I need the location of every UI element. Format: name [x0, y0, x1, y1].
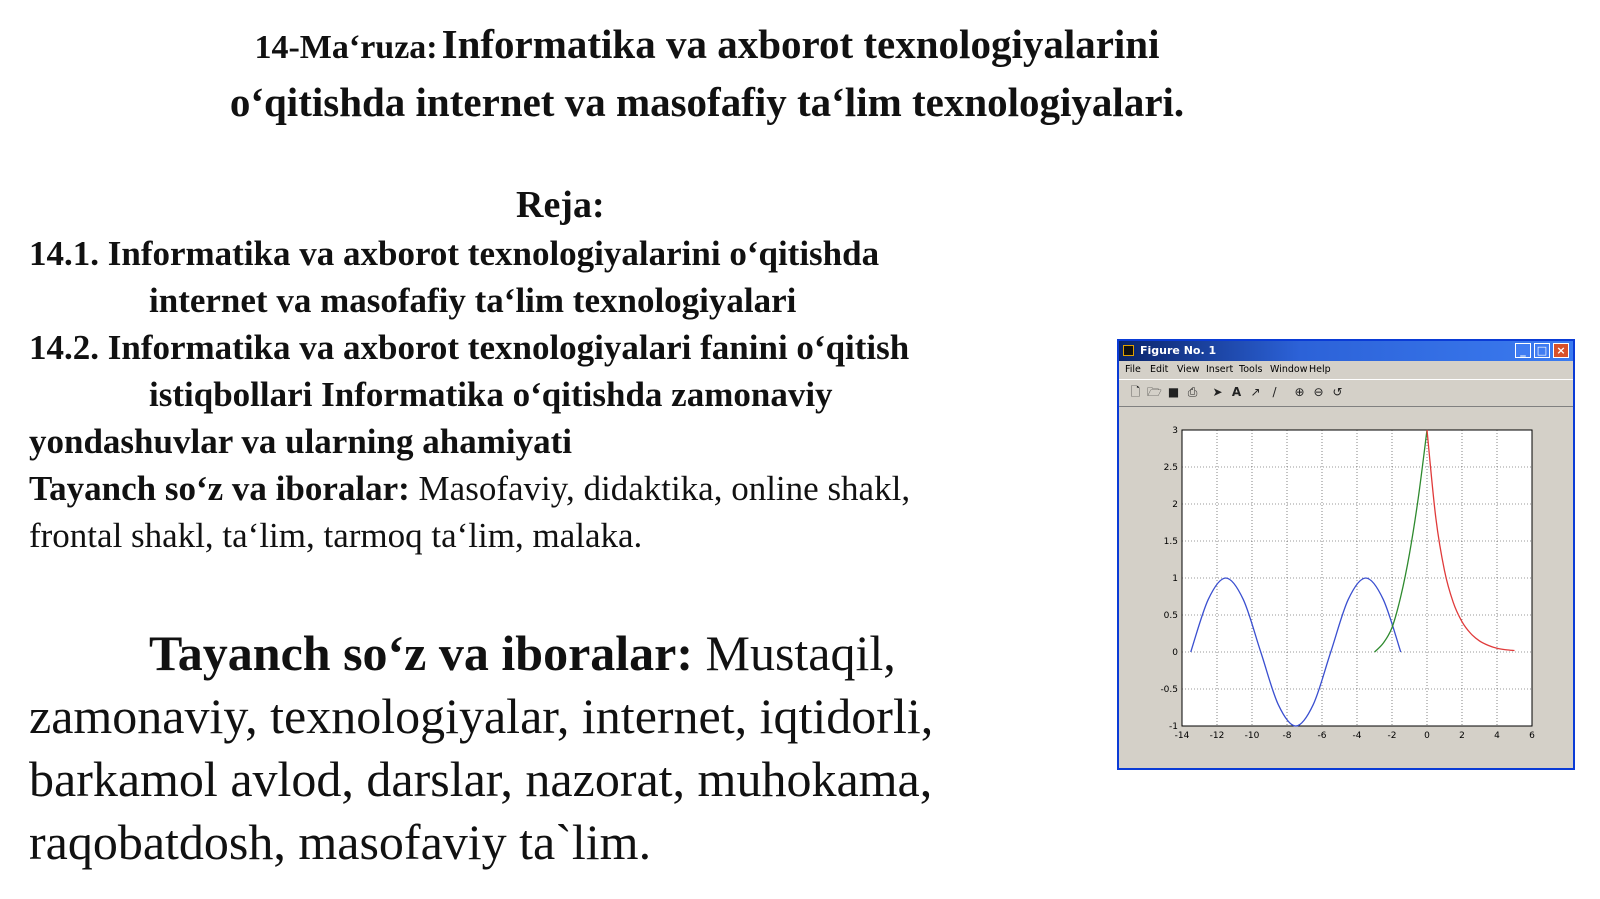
print-icon[interactable]: ⎙	[1187, 385, 1198, 399]
y-tick-label: 2.5	[1163, 463, 1178, 473]
figure-title: Figure No. 1	[1140, 344, 1217, 357]
minimize-button[interactable]: _	[1515, 343, 1531, 358]
title-main-1: Informatika va axborot texnologiyalarini	[441, 21, 1160, 67]
menu-view[interactable]: View	[1177, 364, 1200, 375]
arrow-icon[interactable]: ↗	[1250, 385, 1261, 399]
lecture-title	[0, 20, 1414, 127]
x-tick-label: -2	[1387, 731, 1397, 741]
new-file-icon[interactable]: 🗋	[1130, 385, 1141, 399]
keywords2-text-1: Mustaqil,	[693, 625, 896, 681]
close-button[interactable]: ×	[1553, 343, 1569, 358]
menu-insert[interactable]: Insert	[1206, 364, 1234, 375]
rotate-icon[interactable]: ↺	[1332, 385, 1343, 399]
x-tick-label: 6	[1529, 731, 1535, 741]
x-tick-label: -10	[1244, 731, 1260, 741]
line-icon[interactable]: /	[1272, 385, 1277, 399]
x-tick-label: -12	[1209, 731, 1225, 741]
keywords-text-1: Masofaviy, didaktika, online shakl,	[409, 469, 911, 508]
keywords-label: Tayanch so‘z va iboralar:	[29, 469, 410, 508]
title-line-2: o‘qitishda internet va masofafiy ta‘lim texnologiyalari.	[229, 79, 1185, 125]
maximize-button[interactable]: □	[1534, 343, 1550, 358]
plan-item-2a: 14.2. Informatika va axborot texnologiyalari fanini o‘qitish	[29, 328, 910, 367]
x-tick-label: -6	[1317, 731, 1327, 741]
keywords2-label: Tayanch so‘z va iboralar:	[149, 625, 693, 681]
save-icon[interactable]: ■	[1167, 385, 1180, 399]
open-file-icon[interactable]: 🗁	[1147, 385, 1162, 399]
figure-titlebar[interactable]	[1119, 341, 1573, 361]
keywords2-text-2: zamonaviy, texnologiyalar, internet, iqtidorli,	[29, 688, 934, 744]
y-tick-label: 0	[1172, 648, 1178, 658]
plan-list	[29, 230, 1089, 559]
y-tick-label: -1	[1169, 722, 1178, 732]
x-tick-label: 2	[1459, 731, 1465, 741]
keywords-line-1	[29, 465, 1089, 512]
x-tick-label: -4	[1352, 731, 1362, 741]
keywords-text-2: frontal shakl, ta‘lim, tarmoq ta‘lim, malaka.	[29, 516, 643, 555]
title-line-1	[0, 20, 1414, 78]
plan-item-2c: yondashuvlar va ularning ahamiyati	[29, 422, 572, 461]
plan-item-1a: 14.1. Informatika va axborot texnologiyalarini o‘qitishda	[29, 234, 880, 273]
line-chart[interactable]	[1119, 407, 1573, 768]
y-tick-label: 3	[1172, 426, 1178, 436]
y-tick-label: -0.5	[1160, 685, 1178, 695]
menu-tools[interactable]: Tools	[1239, 364, 1263, 375]
figure-window	[1117, 339, 1575, 770]
y-tick-label: 2	[1172, 500, 1178, 510]
keywords2-text-3: barkamol avlod, darslar, nazorat, muhokama,	[29, 751, 933, 807]
matlab-logo-icon	[1123, 345, 1134, 356]
keywords2-line-1	[29, 622, 1089, 685]
x-tick-label: 4	[1494, 731, 1500, 741]
keywords-block-large	[29, 622, 1089, 874]
menu-window[interactable]: Window	[1270, 364, 1308, 375]
y-tick-label: 0.5	[1163, 611, 1178, 621]
menu-file[interactable]: File	[1125, 364, 1141, 375]
y-tick-label: 1	[1172, 574, 1178, 584]
zoom-in-icon[interactable]: ⊕	[1294, 385, 1305, 399]
plan-item-1b: internet va masofafiy ta‘lim texnologiyalari	[149, 281, 797, 320]
menu-edit[interactable]: Edit	[1150, 364, 1169, 375]
x-tick-label: -8	[1282, 731, 1292, 741]
arrow-pointer-icon[interactable]: ➤	[1212, 385, 1223, 399]
x-tick-label: 0	[1424, 731, 1430, 741]
zoom-out-icon[interactable]: ⊖	[1313, 385, 1324, 399]
plan-item-2b: istiqbollari Informatika o‘qitishda zamonaviy	[149, 375, 833, 414]
figure-toolbar	[1119, 379, 1573, 407]
plot-area	[1119, 407, 1573, 768]
figure-menubar	[1119, 362, 1573, 378]
y-tick-label: 1.5	[1163, 537, 1178, 547]
title-prefix: 14-Ma‘ruza:	[254, 29, 438, 66]
x-tick-label: -14	[1174, 731, 1190, 741]
menu-help[interactable]: Help	[1309, 364, 1331, 375]
plan-heading: Reja:	[516, 184, 605, 226]
text-icon[interactable]: A	[1231, 385, 1242, 399]
keywords2-text-4: raqobatdosh, masofaviy ta`lim.	[29, 814, 652, 870]
